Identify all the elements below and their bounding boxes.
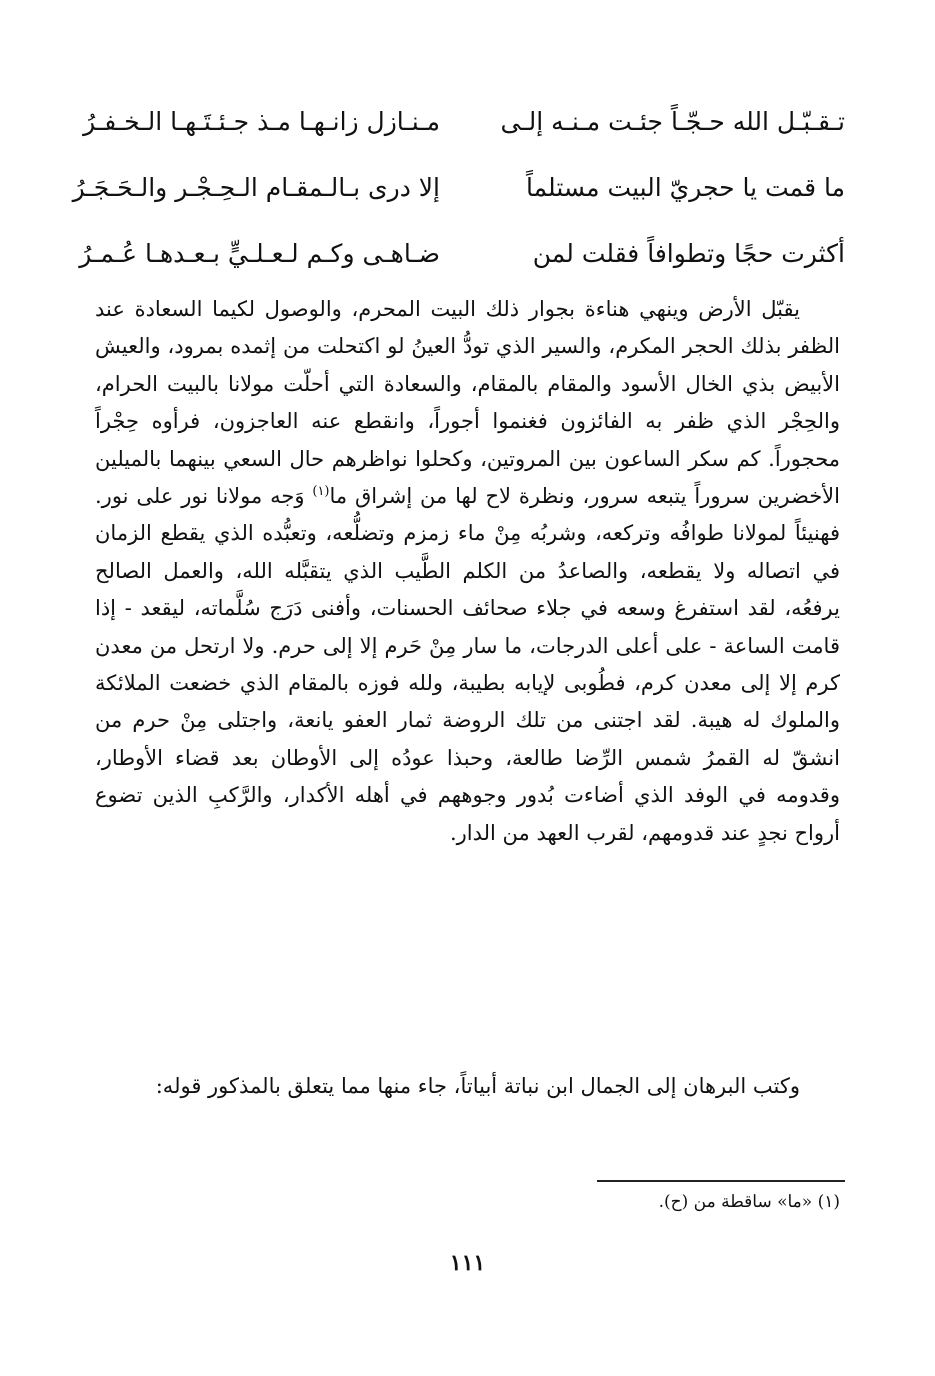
verse-line [79, 220, 845, 286]
main-paragraph [95, 291, 840, 852]
verse-second-hemistich: مـنـازل زانـهـا مـذ جـئـتَـهـا الـخـفـرُ [83, 106, 440, 136]
verse-first-hemistich: ما قمت يا حجريّ البيت مستلماً [525, 172, 845, 202]
poem-verses [72, 88, 845, 286]
footnote-marker: (١) [312, 484, 330, 500]
verse-line [72, 154, 845, 220]
verse-first-hemistich: تـقـبّـل الله حـجّـاً جئـت مـنـه إلـى [500, 106, 845, 136]
verse-first-hemistich: أكثرت حجًا وتطوافاً فقلت لمن [532, 238, 845, 268]
page-number: ١١١ [449, 1250, 486, 1276]
verse-second-hemistich: ضـاهـى وكـم لـعـلـيٍّ بـعـدهـا عُـمـرُ [79, 238, 440, 268]
paragraph-text [95, 291, 840, 852]
footnote-separator [597, 1180, 845, 1182]
footnote: (١) «ما» ساقطة من (ح). [658, 1192, 840, 1212]
closing-paragraph: وكتب البرهان إلى الجمال ابن نباتة أبياتاً، جاء منها مما يتعلق بالمذكور قوله: [155, 1074, 800, 1098]
verse-line [83, 88, 845, 154]
paragraph-part-before-note: يقبّل الأرض وينهي هناءة بجوار ذلك البيت المحرم، والوصول لكيما السعادة عند الظفر بذلك الحجر المكرم، والسير الذي تودُّ العينُ لو اكتحلت من إثمده بمرود، والعيش الأبيض بذي الخال الأسود والمقام بالمقام، والسعادة التي أحلّت مولانا بالبيت الحرام، والحِجْر الذي ظفر به الفائزون فغنموا أجوراً، وانقطع عنه العاجزون، فرأوه حِجْراً محجوراً. كم سكر الساعون بين المروتين، وكحلوا نواظرهم حال السعي بينهما بالميلين الأخضرين سروراً يتبعه سرور، ونظرة لاح لها من إشراق ما [95, 297, 840, 509]
paragraph-part-after-note: وَجه مولانا نور على نور. فهنيئاً لمولانا طوافُه وتركعه، وشربُه مِنْ ماء زمزم وتضلُّعه، وتعبُّده الذي يقطع الزمان في اتصاله ولا يقطعه، والصاعدُ من الكلم الطَّيب الذي يتقبَّله الله، والعمل الصالح يرفعُه، لقد استفرغ وسعه في جلاء صحائف الحسنات، وأفنى دَرَج سُلَّماته، ليقعد - إذا قامت الساعة - على أعلى الدرجات، ما سار مِنْ حَرم إلا إلى حرم. ولا ارتحل من معدن كرم إلا إلى معدن كرم، فطُوبى لإيابه بطيبة، ولله فوزه بالمقام الذي خضعت الملائكة والملوك له هيبة. لقد اجتنى من تلك الروضة ثمار العفو يانعة، واجتلى مِنْ حرم من انشقّ له القمرُ شمس الرِّضا طالعة، وحبذا عودُه إلى الأوطان بعد قضاء الأوطار، وقدومه في الوفد الذي أضاءت بُدور وجوههم في أهله الأكدار، والرَّكبِ الذين تضوع أرواح نجدٍ عند قدومهم، لقرب العهد من الدار. [95, 484, 840, 845]
verse-second-hemistich: إلا درى بـالـمقـام الـحِـجْـر والـحَـجَـرُ [72, 172, 440, 202]
